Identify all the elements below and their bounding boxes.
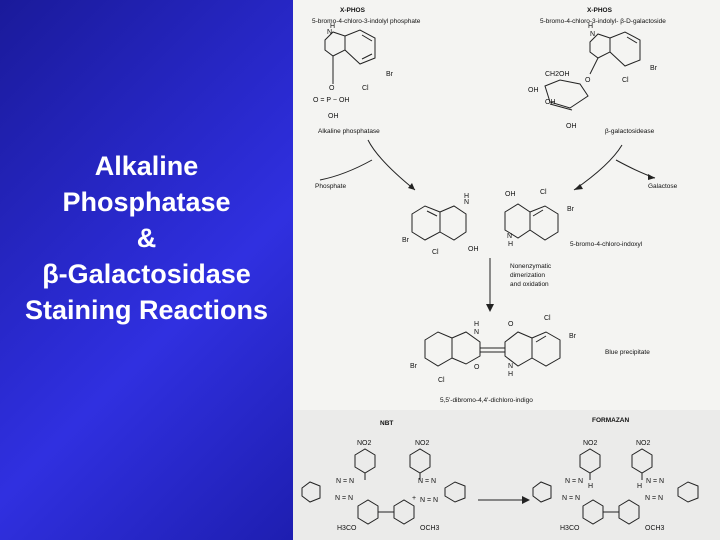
atom-h-1: H bbox=[330, 23, 336, 30]
xphos-left-header: X-PHOS bbox=[340, 7, 365, 14]
atom-o-3: O bbox=[508, 321, 514, 328]
indoxyl-label: 5-bromo-4-chloro-indoxyl bbox=[570, 241, 643, 248]
atom-br-3: Br bbox=[402, 237, 409, 244]
xphos-right-subtitle: 5-bromo-4-chloro-3-indolyl- β-D-galactoside bbox=[540, 18, 666, 25]
arrow-left-enzymatic bbox=[368, 140, 415, 190]
title-line-5: Staining Reactions bbox=[24, 295, 269, 325]
nonenzymatic-line-3: and oxidation bbox=[510, 281, 549, 288]
atom-o-4: O bbox=[474, 364, 480, 371]
product-label-left: Phosphate bbox=[315, 183, 347, 190]
atom-oh-6: OH bbox=[505, 191, 516, 198]
atom-nn-8: N = N bbox=[645, 495, 664, 502]
atom-oh-4: OH bbox=[566, 123, 577, 130]
enzyme-label-right: β-galactosidease bbox=[605, 128, 655, 135]
arrow-phosphate-release bbox=[320, 160, 372, 180]
xphos-left-subtitle: 5-bromo-4-chloro-3-indolyl phosphate bbox=[312, 18, 421, 25]
nonenzymatic-line-1: Nonenzymatic bbox=[510, 263, 552, 270]
atom-n-6: N bbox=[508, 363, 514, 370]
atom-nn-7: N = N bbox=[562, 495, 581, 502]
indolyl-galactoside-structure bbox=[528, 23, 658, 130]
atom-n-1: N bbox=[327, 29, 333, 36]
atom-n-5: N bbox=[474, 329, 480, 336]
atom-o-2: O bbox=[585, 77, 591, 84]
atom-n-3: N bbox=[464, 199, 470, 206]
title-line-4: β-Galactosidase bbox=[42, 259, 251, 289]
atom-h-3: H bbox=[464, 193, 470, 200]
indolyl-phosphate-structure bbox=[313, 23, 394, 120]
indoxyl-tautomers-structure bbox=[402, 189, 575, 256]
nonenzymatic-line-2: dimerization bbox=[510, 272, 546, 279]
atom-phosphate-group: O = P − OH bbox=[313, 97, 350, 104]
nbt-structure bbox=[302, 440, 465, 532]
atom-oh-3: OH bbox=[545, 99, 556, 106]
atom-nn-1: N = N bbox=[336, 478, 355, 485]
atom-cl-5: Cl bbox=[544, 315, 551, 322]
atom-br-5: Br bbox=[569, 333, 576, 340]
atom-nn-4: N = N bbox=[420, 497, 439, 504]
atom-br-6: Br bbox=[410, 363, 417, 370]
atom-cl-3: Cl bbox=[432, 249, 439, 256]
atom-h-2: H bbox=[588, 23, 594, 30]
atom-h-8: H bbox=[637, 483, 643, 490]
atom-br-4: Br bbox=[567, 206, 574, 213]
title-line-1: Alkaline bbox=[94, 151, 199, 181]
atom-h-6: H bbox=[508, 371, 514, 378]
atom-och3-2: OCH3 bbox=[645, 525, 665, 532]
atom-h3co-1: H3CO bbox=[337, 525, 357, 532]
atom-oh-5: OH bbox=[468, 246, 479, 253]
atom-h-4: H bbox=[508, 241, 514, 248]
atom-cl-2: Cl bbox=[622, 77, 629, 84]
atom-cl-4: Cl bbox=[540, 189, 547, 196]
formazan-label: FORMAZAN bbox=[592, 417, 630, 424]
xphos-right-header: X-PHOS bbox=[587, 7, 612, 14]
atom-no2-1: NO2 bbox=[357, 440, 372, 447]
atom-nn-2: N = N bbox=[418, 478, 437, 485]
atom-h-5: H bbox=[474, 321, 480, 328]
atom-plus-1: + bbox=[412, 495, 417, 502]
atom-ch2oh: CH2OH bbox=[545, 71, 570, 78]
atom-nn-5: N = N bbox=[565, 478, 584, 485]
indigo-dimer-structure bbox=[410, 315, 577, 384]
atom-br-2: Br bbox=[650, 65, 657, 72]
nbt-label: NBT bbox=[380, 420, 394, 427]
atom-nn-3: N = N bbox=[335, 495, 354, 502]
atom-cl-1: Cl bbox=[362, 85, 369, 92]
atom-oh-1: OH bbox=[328, 113, 339, 120]
atom-n-4: N bbox=[507, 233, 513, 240]
atom-och3-1: OCH3 bbox=[420, 525, 440, 532]
indigo-label: 5,5'-dibromo-4,4'-dichloro-indigo bbox=[440, 397, 533, 404]
title-line-2: Phosphatase bbox=[62, 187, 231, 217]
product-label-right: Galactose bbox=[648, 183, 678, 190]
atom-nn-6: N = N bbox=[646, 478, 665, 485]
atom-no2-4: NO2 bbox=[636, 440, 651, 447]
arrow-right-enzymatic bbox=[574, 145, 622, 190]
atom-no2-2: NO2 bbox=[415, 440, 430, 447]
enzyme-label-left: Alkaline phosphatase bbox=[318, 128, 380, 135]
atom-no2-3: NO2 bbox=[583, 440, 598, 447]
atom-br-1: Br bbox=[386, 71, 393, 78]
atom-n-2: N bbox=[590, 31, 596, 38]
atom-h-7: H bbox=[588, 483, 594, 490]
atom-o-1: O bbox=[329, 85, 335, 92]
title-line-3: & bbox=[136, 223, 157, 253]
formazan-structure bbox=[533, 440, 698, 532]
atom-cl-6: Cl bbox=[438, 377, 445, 384]
atom-h3co-2: H3CO bbox=[560, 525, 580, 532]
precipitate-label: Blue precipitate bbox=[605, 349, 650, 356]
atom-oh-2: OH bbox=[528, 87, 539, 94]
